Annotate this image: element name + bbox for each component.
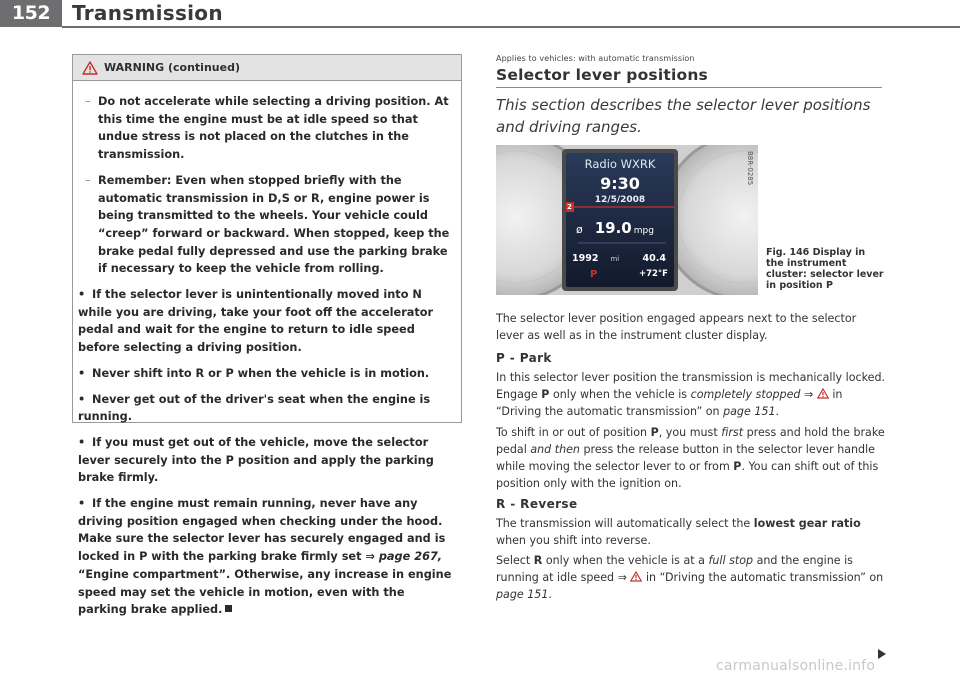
badge-number: 2 xyxy=(567,203,572,211)
odometer-value: 1992 xyxy=(572,253,599,264)
warning-dash-text: Remember: Even when stopped briefly with the automatic transmission in D,S or R, engine power is being transmitted to the wheels. Your vehicle could “creep” forward or backward. When stopped, keep the brake pedal fully depressed and use the parking brake if necessary to keep the vehicle from rolling. xyxy=(98,173,450,276)
warning-title: WARNING (continued) xyxy=(104,61,240,74)
warning-box xyxy=(72,54,462,617)
page-link[interactable]: page 267, xyxy=(378,550,443,564)
odometer-unit: mi xyxy=(610,255,620,263)
warning-bullet: • If the selector lever is unintentionally moved into N while you are driving, take your foot off the accelerator pedal and wait for the engine to return to idle speed before selecting a driving position. xyxy=(78,288,434,355)
applies-to-note: Applies to vehicles: with automatic transmission xyxy=(496,54,695,63)
warning-bullet: • Never get out of the driver's seat when the engine is running. xyxy=(78,392,431,424)
header-rule xyxy=(62,26,960,28)
paragraph-park-2: To shift in or out of position P, you must first press and hold the brake pedal and then press the release button in the selector lever handle while moving the selector lever to or from P. You can shift out of this position only with the ignition on. xyxy=(496,426,885,490)
end-of-section-mark xyxy=(225,605,232,612)
warning-dash-text: Do not accelerate while selecting a driving position. At this time the engine must be at idle speed so that undue stress is not placed on the clutches in the transmission. xyxy=(98,95,449,162)
warning-bullet-text: If the engine must remain running, never have any driving position engaged when checking under the hood. Make sure the selector lever has securely engaged and is locked in P with the parking brake firmly set xyxy=(78,497,446,564)
warning-bullet-text: If you must get out of the vehicle, move the selector lever securely into the P position and apply the parking brake firmly. xyxy=(78,435,434,485)
trip-value: 40.4 xyxy=(642,253,666,264)
instrument-cluster-figure xyxy=(496,145,758,295)
continue-arrow-icon xyxy=(878,649,886,659)
paragraph-park-1: In this selector lever position the transmission is mechanically locked. Engage P only when the vehicle is completely stopped ⇒ in “Driving the automatic transmission” on page 151. xyxy=(496,371,886,418)
watermark: carmanualsonline.info xyxy=(716,658,876,674)
chapter-title: Transmission xyxy=(72,1,223,25)
page-number: 152 xyxy=(0,0,62,27)
section-rule xyxy=(496,87,882,88)
average-symbol: ø xyxy=(576,223,583,236)
paragraph-reverse-1: The transmission will automatically select the lowest gear ratio when you shift into reverse. xyxy=(496,517,861,547)
warning-header xyxy=(73,55,461,81)
figure-caption: Fig. 146 Display in the instrument cluster: selector lever in position P xyxy=(766,247,884,291)
warning-dash-item: – Remember: Even when stopped briefly with the automatic transmission in D,S or R, engine power is being transmitted to the wheels. Your vehicle could “creep” forward or backward. When stopped, keep the brake pedal fully depressed and use the parking brake if necessary to keep the vehicle from rolling. xyxy=(85,173,450,276)
paragraph-reverse-2: Select R only when the vehicle is at a full stop and the engine is running at idle speed ⇒ in “Driving the automatic transmission” on page 151. xyxy=(496,554,884,601)
outside-temp: +72°F xyxy=(638,269,668,279)
warning-dash-item: – Do not accelerate while selecting a driving position. At this time the engine must be at idle speed so that undue stress is not placed on the clutches in the transmission. xyxy=(85,95,449,162)
date: 12/5/2008 xyxy=(594,195,646,205)
clock-time: 9:30 xyxy=(600,174,640,193)
heading-reverse: R - Reverse xyxy=(496,497,578,511)
warning-triangle-icon xyxy=(817,388,829,399)
warning-bullet: • Never shift into R or P when the vehicle is in motion. xyxy=(78,366,430,380)
warning-bullet-text: Never get out of the driver's seat when the engine is running. xyxy=(78,392,431,424)
page-link[interactable]: page 151 xyxy=(723,405,776,418)
page-link[interactable]: page 151 xyxy=(496,588,549,601)
cross-ref-arrow: ⇒ xyxy=(365,550,375,564)
vertical-code xyxy=(746,151,754,185)
gear-indicator: P xyxy=(590,269,598,280)
section-intro: This section describes the selector lever positions and driving ranges. xyxy=(496,96,871,136)
warning-triangle-icon xyxy=(630,571,642,582)
warning-bullet: • If the engine must remain running, never have any driving position engaged when checking under the hood. Make sure the selector lever has securely engaged and is locked in P with the parking brake firmly set ⇒ page 267, “Engine compartment”. Otherwise, any increase in engine speed may set the vehicle in motion, even with the parking brake applied. xyxy=(78,497,452,617)
radio-station: Radio WXRK xyxy=(584,157,656,171)
warning-triangle-icon xyxy=(82,61,98,75)
warning-bullet-text: Never shift into R or P when the vehicle is in motion. xyxy=(92,366,430,380)
heading-park: P - Park xyxy=(496,351,552,365)
svg-text:B8R-0285: B8R-0285 xyxy=(746,151,754,186)
warning-bullet-text: If the selector lever is unintentionally moved into N while you are driving, take your foot off the accelerator pedal and wait for the engine to return to idle speed before selecting a driving position. xyxy=(78,288,434,355)
warning-bullet-text: “Engine compartment”. Otherwise, any increase in engine speed may set the vehicle in motion, even with the parking brake applied. xyxy=(78,567,452,617)
fuel-economy-value: 19.0 xyxy=(594,219,632,237)
warning-body xyxy=(73,81,461,619)
paragraph-engaged: The selector lever position engaged appears next to the selector lever as well as in the instrument cluster display. xyxy=(496,312,857,342)
section-title: Selector lever positions xyxy=(496,66,708,84)
warning-bullet: • If you must get out of the vehicle, move the selector lever securely into the P position and apply the parking brake firmly. xyxy=(78,435,434,485)
fuel-economy-unit: mpg xyxy=(633,226,654,236)
